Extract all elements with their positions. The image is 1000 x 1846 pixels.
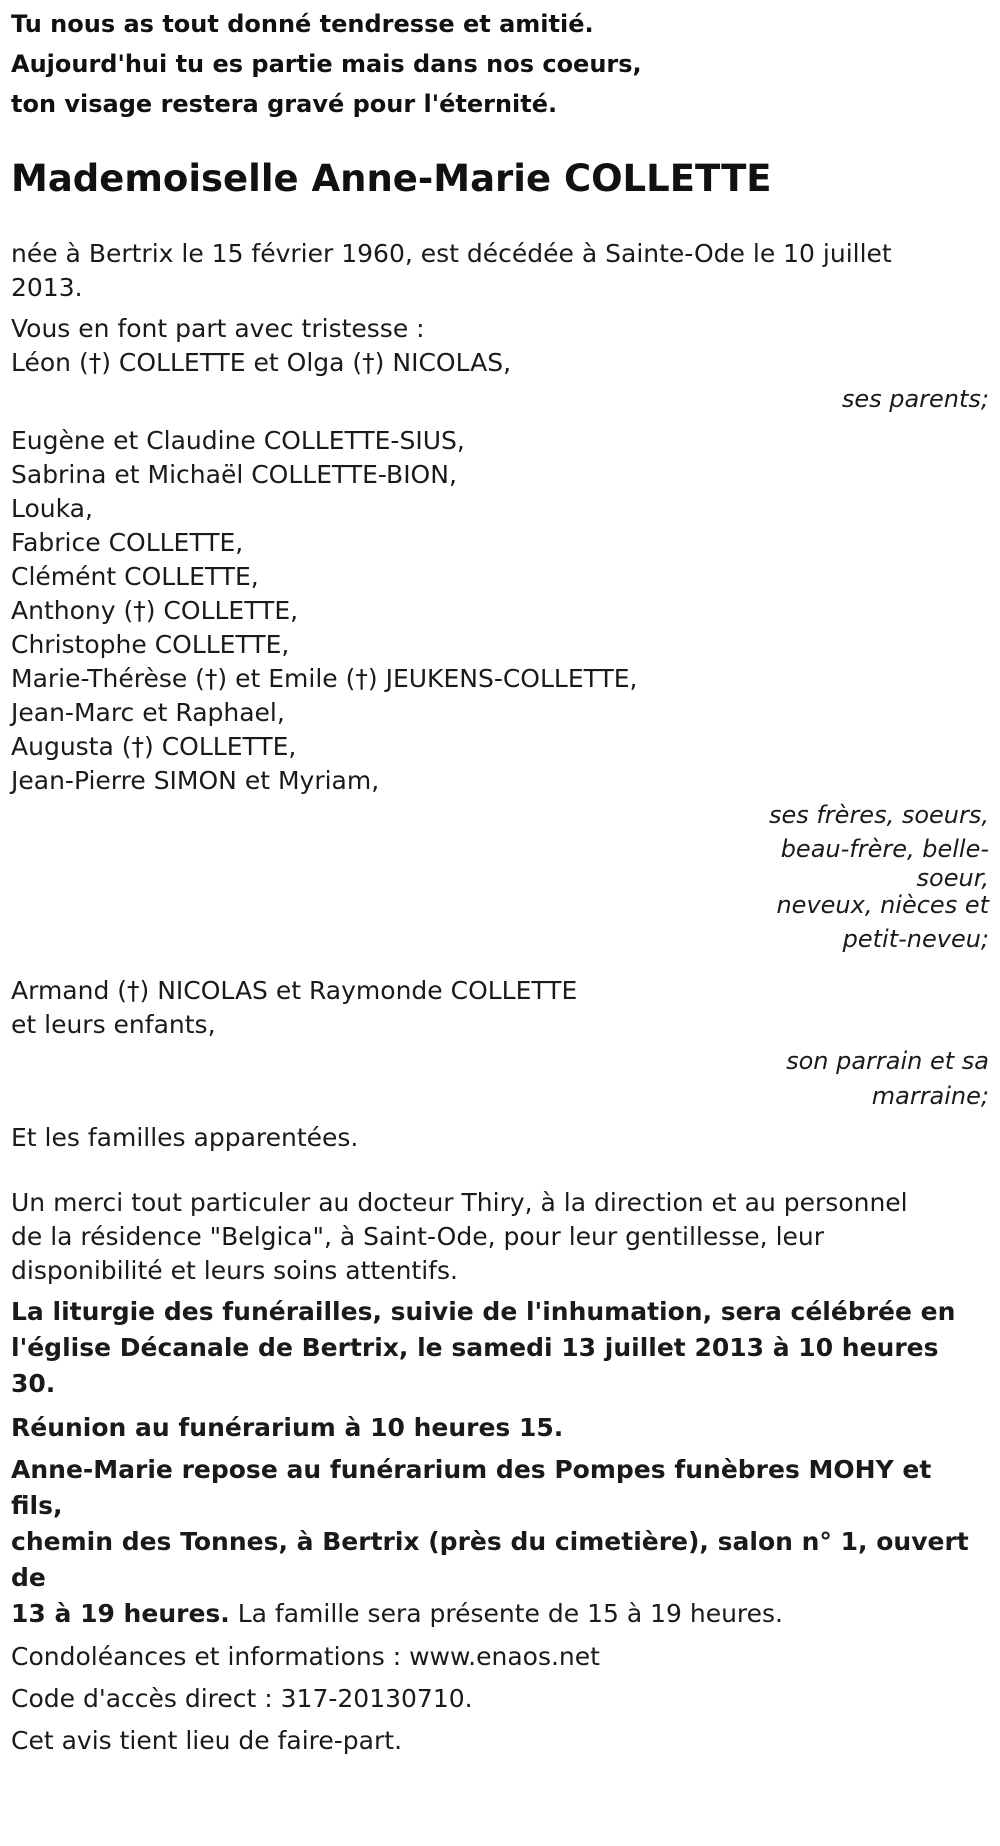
family-member: Eugène et Claudine COLLETTE-SIUS,: [11, 426, 465, 455]
liturgy-line: La liturgie des funérailles, suivie de l'inhumation, sera célébrée en: [11, 1297, 956, 1326]
notice-text: Cet avis tient lieu de faire-part.: [11, 1726, 403, 1755]
family-member: et leurs enfants,: [11, 1010, 216, 1039]
family-member: Fabrice COLLETTE,: [11, 528, 244, 557]
family-member: Armand (†) NICOLAS et Raymonde COLLETTE: [11, 976, 578, 1005]
family-member: Clémént COLLETTE,: [11, 562, 259, 591]
condolences-text: Condoléances et informations : www.enaos.net: [11, 1642, 600, 1671]
thanks-line: Un merci tout particuler au docteur Thiry, à la direction et au personnel: [11, 1188, 908, 1217]
birth-death-text: [11, 234, 989, 308]
relation-line: petit-neveu;: [842, 925, 989, 953]
related-families: Et les familles apparentées.: [11, 1123, 359, 1152]
parents-relation: ses parents;: [841, 385, 989, 413]
parents-line: Léon (†) COLLETTE et Olga (†) NICOLAS,: [11, 348, 512, 377]
poem-line: ton visage restera gravé pour l'éternité.: [11, 90, 558, 118]
family-member: Augusta (†) COLLETTE,: [11, 732, 297, 761]
poem: [11, 4, 989, 124]
rest-line: chemin des Tonnes, à Bertrix (près du cimetière), salon n° 1, ouvert de: [11, 1527, 969, 1592]
relation-line: marraine;: [871, 1082, 989, 1110]
birth-death-line: née à Bertrix le 15 février 1960, est décédée à Sainte-Ode le 10 juillet: [11, 239, 892, 268]
family-member: Marie-Thérèse (†) et Emile (†) JEUKENS-COLLETTE,: [11, 664, 638, 693]
poem-line: Tu nous as tout donné tendresse et amitié.: [11, 10, 594, 38]
reunion-text: Réunion au funérarium à 10 heures 15.: [11, 1413, 564, 1442]
family-member: Louka,: [11, 494, 93, 523]
family-member: Jean-Marc et Raphael,: [11, 698, 285, 727]
thanks-line: disponibilité et leurs soins attentifs.: [11, 1256, 458, 1285]
obituary-content: [11, 0, 989, 1762]
relation-line: neveux, nièces et: [776, 891, 989, 919]
relation-line: ses frères, soeurs,: [768, 801, 989, 829]
liturgy-text: [11, 1294, 989, 1402]
rest-family-presence: La famille sera présente de 15 à 19 heures.: [229, 1599, 784, 1628]
siblings-list: [11, 424, 989, 798]
family-member: Christophe COLLETTE,: [11, 630, 290, 659]
birth-death-line: 2013.: [11, 273, 83, 302]
relation-line: son parrain et sa: [786, 1047, 989, 1075]
rest-line: Anne-Marie repose au funérarium des Pompes funèbres MOHY et fils,: [11, 1455, 932, 1520]
relation-line: beau-frère, belle-: [780, 835, 989, 863]
liturgy-line: l'église Décanale de Bertrix, le samedi 13 juillet 2013 à 10 heures 30.: [11, 1333, 939, 1398]
family-member: Sabrina et Michaël COLLETTE-BION,: [11, 460, 457, 489]
godparents-list: [11, 974, 989, 1042]
family-member: Anthony (†) COLLETTE,: [11, 596, 299, 625]
relation-line: soeur,: [916, 864, 989, 892]
thanks-line: de la résidence "Belgica", à Saint-Ode, pour leur gentillesse, leur: [11, 1222, 825, 1251]
siblings-relation: [11, 798, 989, 958]
thanks-text: [11, 1186, 989, 1288]
deceased-name: Mademoiselle Anne-Marie COLLETTE: [11, 157, 772, 200]
rest-hours-bold: 13 à 19 heures.: [11, 1599, 230, 1628]
rest-text: [11, 1452, 989, 1632]
poem-line: Aujourd'hui tu es partie mais dans nos coeurs,: [11, 50, 642, 78]
announce-intro: Vous en font part avec tristesse :: [11, 314, 425, 343]
godparents-relation: [11, 1042, 989, 1112]
access-code-text: Code d'accès direct : 317-20130710.: [11, 1684, 473, 1713]
rest-line-mixed: [11, 1596, 989, 1632]
family-member: Jean-Pierre SIMON et Myriam,: [11, 766, 380, 795]
